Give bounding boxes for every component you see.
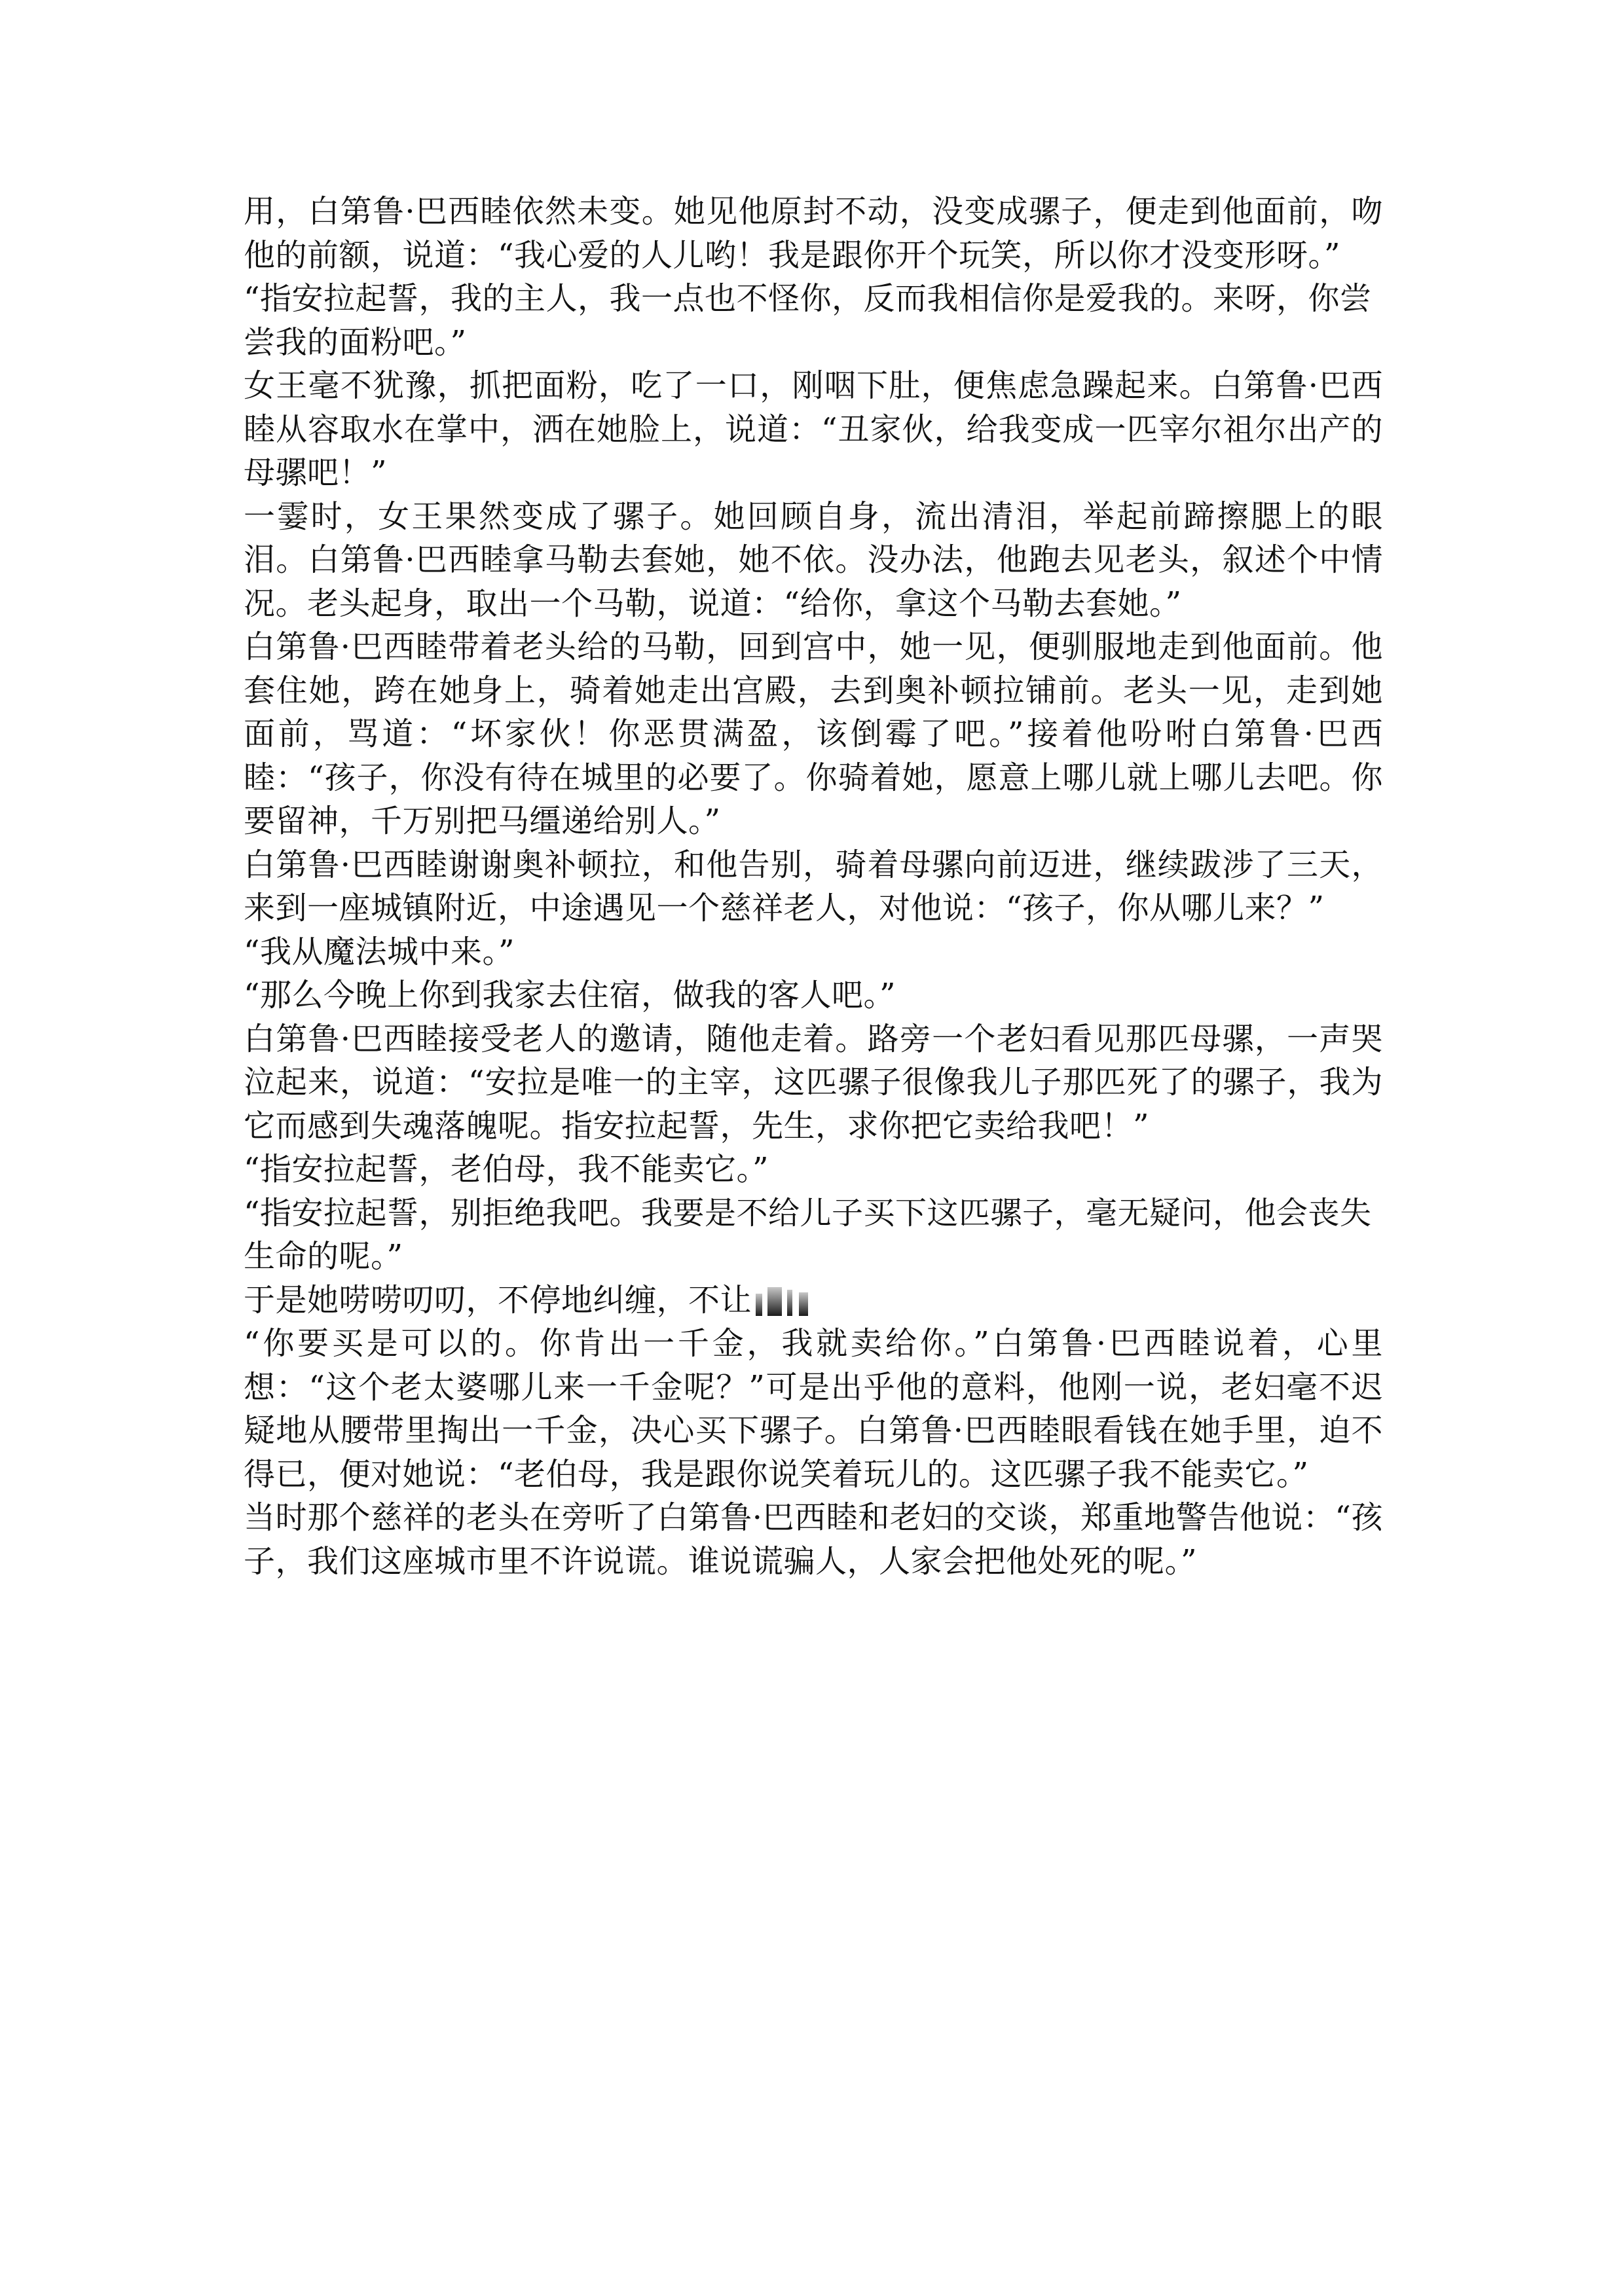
paragraph: “你要买是可以的。你肯出一千金，我就卖给你。”白第鲁·巴西睦说着，心里想：“这个老太婆哪儿来一千金呢？”可是出乎他的意料，他刚一说，老妇毫不迟疑地从腰带里掏出一千金，决心买下骡子。白第鲁·巴西睦眼看钱在她手里，迫不得已，便对她说：“老伯母，我是跟你说笑着玩儿的。这匹骡子我不能卖它。” — [244, 1325, 1383, 1493]
paragraph: 白第鲁·巴西睦带着老头给的马勒，回到宫中，她一见，便驯服地走到他面前。他套住她，跨在她身上，骑着她走出宫殿，去到奥补顿拉铺前。老头一见，走到她面前，骂道：“坏家伙！你恶贯满盈，该倒霉了吧。”接着他吩咐白第鲁·巴西睦：“孩子，你没有待在城里的必要了。你骑着她，愿意上哪儿就上哪儿去吧。你要留神，千万别把马缰递给别人。” — [244, 629, 1383, 839]
paragraph: 女王毫不犹豫，抓把面粉，吃了一口，刚咽下肚，便焦虑急躁起来。白第鲁·巴西睦从容取水在掌中，洒在她脸上，说道：“丑家伙，给我变成一匹宰尔祖尔出产的母骡吧！” — [244, 367, 1383, 491]
paragraph: “那么今晚上你到我家去住宿，做我的客人吧。” — [244, 977, 896, 1013]
obscured-text-mark — [756, 1285, 815, 1316]
paragraph: 白第鲁·巴西睦谢谢奥补顿拉，和他告别，骑着母骡向前迈进，继续跋涉了三天，来到一座城镇附近，中途遇见一个慈祥老人，对他说：“孩子，你从哪儿来？” — [244, 846, 1383, 926]
paragraph: 用，白第鲁·巴西睦依然未变。她见他原封不动，没变成骡子，便走到他面前，吻他的前额，说道：“我心爱的人儿哟！我是跟你开个玩笑，所以你才没变形呀。” — [244, 193, 1383, 274]
paragraph: “指安拉起誓，老伯母，我不能卖它。” — [244, 1151, 769, 1188]
story-text-body — [244, 190, 1383, 1583]
paragraph: “指安拉起誓，别拒绝我吧。我要是不给儿子买下这匹骡子，毫无疑问，他会丧失生命的呢。” — [244, 1194, 1372, 1275]
paragraph: 当时那个慈祥的老头在旁听了白第鲁·巴西睦和老妇的交谈，郑重地警告他说：“孩子，我们这座城市里不许说谎。谁说谎骗人，人家会把他处死的呢。” — [244, 1499, 1383, 1580]
paragraph: 白第鲁·巴西睦接受老人的邀请，随他走着。路旁一个老妇看见那匹母骡，一声哭泣起来，说道：“安拉是唯一的主宰，这匹骡子很像我儿子那匹死了的骡子，我为它而感到失魂落魄呢。指安拉起誓，先生，求你把它卖给我吧！” — [244, 1020, 1383, 1144]
paragraph: “我从魔法城中来。” — [244, 933, 515, 970]
paragraph: 一霎时，女王果然变成了骡子。她回顾自身，流出清泪，举起前蹄擦腮上的眼泪。白第鲁·巴西睦拿马勒去套她，她不依。没办法，他跑去见老头，叙述个中情况。老头起身，取出一个马勒，说道：“给你，拿这个马勒去套她。” — [244, 498, 1383, 622]
paragraph-text: 于是她唠唠叨叨，不停地纠缠，不让 — [244, 1281, 752, 1319]
paragraph-truncated — [244, 1279, 1383, 1322]
paragraph: “指安拉起誓，我的主人，我一点也不怪你，反而我相信你是爱我的。来呀，你尝尝我的面粉吧。” — [244, 280, 1372, 361]
